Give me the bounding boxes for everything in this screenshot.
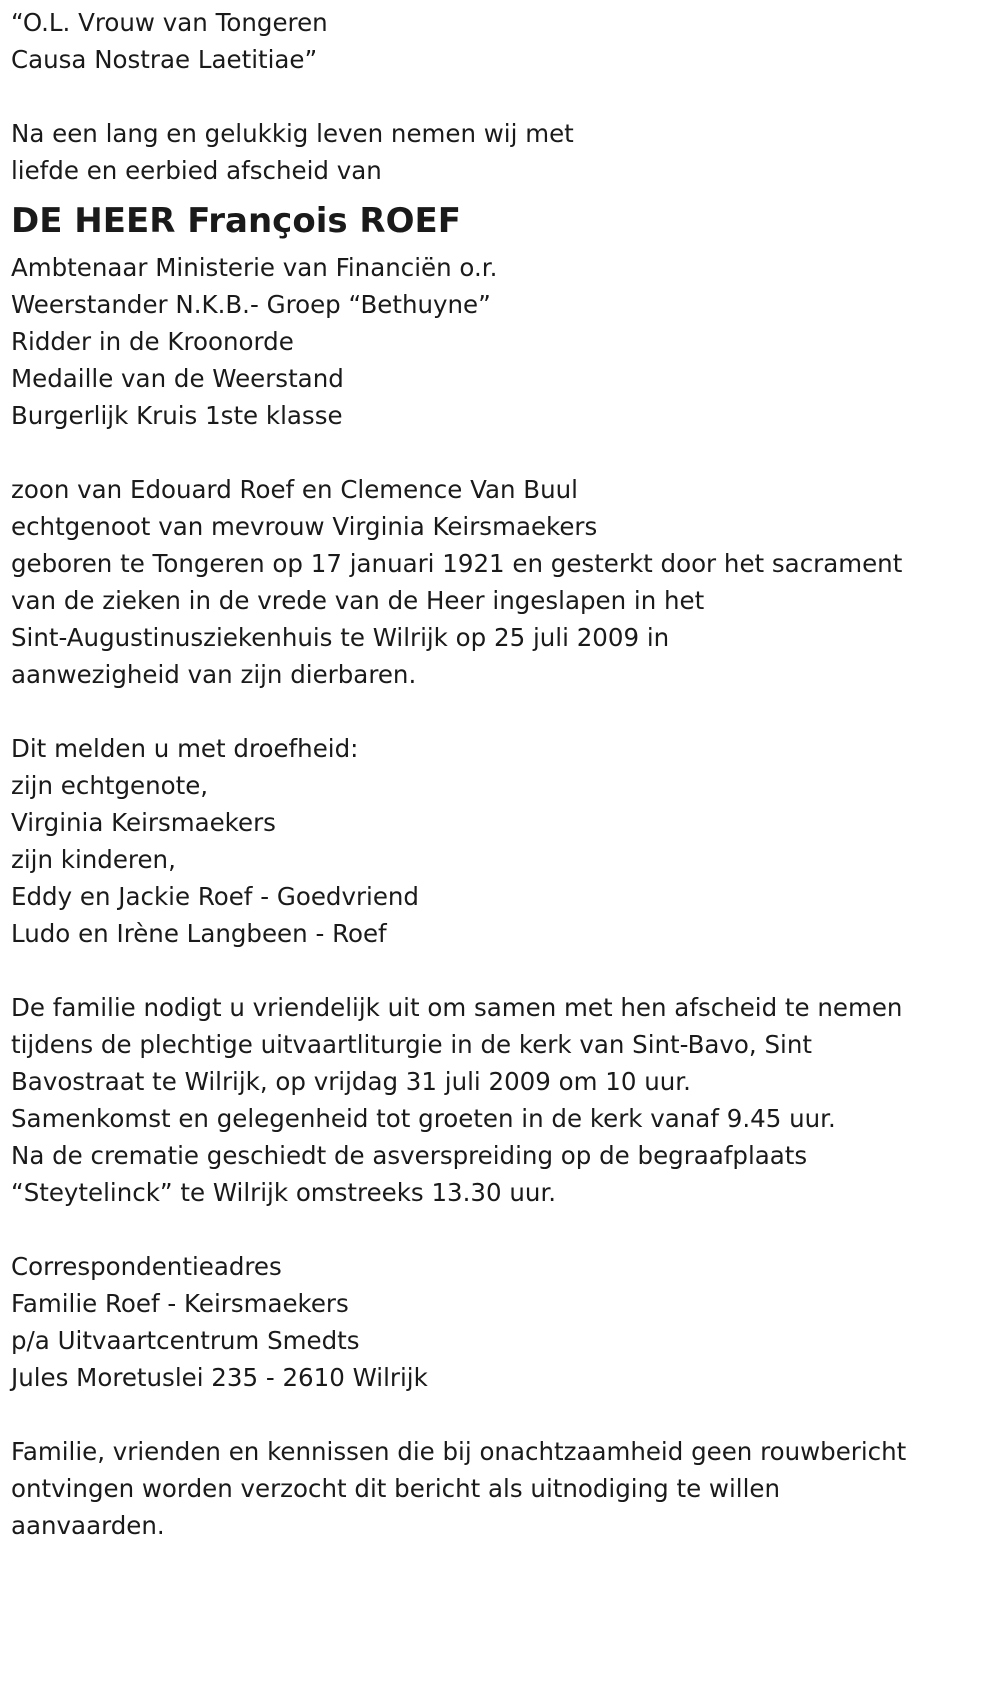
spacer [11, 1396, 991, 1433]
correspondence-line: Correspondentieadres [11, 1252, 282, 1281]
correspondence-block [11, 1248, 991, 1396]
biography-line: aanwezigheid van zijn dierbaren. [11, 660, 417, 689]
ceremony-line: “Steytelinck” te Wilrijk omstreeks 13.30 uur. [11, 1178, 557, 1207]
spacer [11, 952, 991, 989]
biography-line: van de zieken in de vrede van de Heer ingeslapen in het [11, 586, 705, 615]
biography-line: zoon van Edouard Roef en Clemence Van Buul [11, 475, 578, 504]
ceremony-line: De familie nodigt u vriendelijk uit om samen met hen afscheid te nemen [11, 993, 903, 1022]
mourners-block [11, 730, 991, 952]
biography-line: Sint-Augustinusziekenhuis te Wilrijk op 25 juli 2009 in [11, 623, 670, 652]
spacer [11, 1211, 991, 1248]
spacer [11, 78, 991, 115]
correspondence-line: p/a Uitvaartcentrum Smedts [11, 1326, 360, 1355]
intro-line: liefde en eerbied afscheid van [11, 156, 382, 185]
ceremony-line: Samenkomst en gelegenheid tot groeten in de kerk vanaf 9.45 uur. [11, 1104, 836, 1133]
title-line: Weerstander N.K.B.- Groep “Bethuyne” [11, 290, 491, 319]
motto-block [11, 4, 991, 78]
title-line: Medaille van de Weerstand [11, 364, 344, 393]
motto-line: “O.L. Vrouw van Tongeren [11, 8, 328, 37]
mourners-line: Ludo en Irène Langbeen - Roef [11, 919, 387, 948]
title-line: Burgerlijk Kruis 1ste klasse [11, 401, 343, 430]
spacer [11, 693, 991, 730]
biography-block [11, 471, 991, 693]
correspondence-line: Familie Roef - Keirsmaekers [11, 1289, 349, 1318]
death-notice [11, 4, 991, 1544]
mourners-line: zijn echtgenote, [11, 771, 209, 800]
intro-block [11, 115, 991, 189]
titles-block [11, 249, 991, 434]
mourners-line: zijn kinderen, [11, 845, 176, 874]
closing-line: aanvaarden. [11, 1511, 165, 1540]
mourners-line: Eddy en Jackie Roef - Goedvriend [11, 882, 419, 911]
closing-line: ontvingen worden verzocht dit bericht als uitnodiging te willen [11, 1474, 780, 1503]
title-line: Ridder in de Kroonorde [11, 327, 294, 356]
ceremony-line: Bavostraat te Wilrijk, op vrijdag 31 juli 2009 om 10 uur. [11, 1067, 691, 1096]
motto-line: Causa Nostrae Laetitiae” [11, 45, 318, 74]
correspondence-line: Jules Moretuslei 235 - 2610 Wilrijk [11, 1363, 428, 1392]
deceased-name: DE HEER François ROEF [11, 201, 461, 241]
closing-line: Familie, vrienden en kennissen die bij onachtzaamheid geen rouwbericht [11, 1437, 907, 1466]
ceremony-line: Na de crematie geschiedt de asverspreiding op de begraafplaats [11, 1141, 808, 1170]
ceremony-block [11, 989, 991, 1211]
mourners-line: Virginia Keirsmaekers [11, 808, 276, 837]
ceremony-line: tijdens de plechtige uitvaartliturgie in de kerk van Sint-Bavo, Sint [11, 1030, 812, 1059]
mourners-line: Dit melden u met droefheid: [11, 734, 359, 763]
title-line: Ambtenaar Ministerie van Financiën o.r. [11, 253, 498, 282]
biography-line: echtgenoot van mevrouw Virginia Keirsmaekers [11, 512, 598, 541]
closing-block [11, 1433, 991, 1544]
spacer [11, 434, 991, 471]
biography-line: geboren te Tongeren op 17 januari 1921 en gesterkt door het sacrament [11, 549, 903, 578]
intro-line: Na een lang en gelukkig leven nemen wij met [11, 119, 574, 148]
